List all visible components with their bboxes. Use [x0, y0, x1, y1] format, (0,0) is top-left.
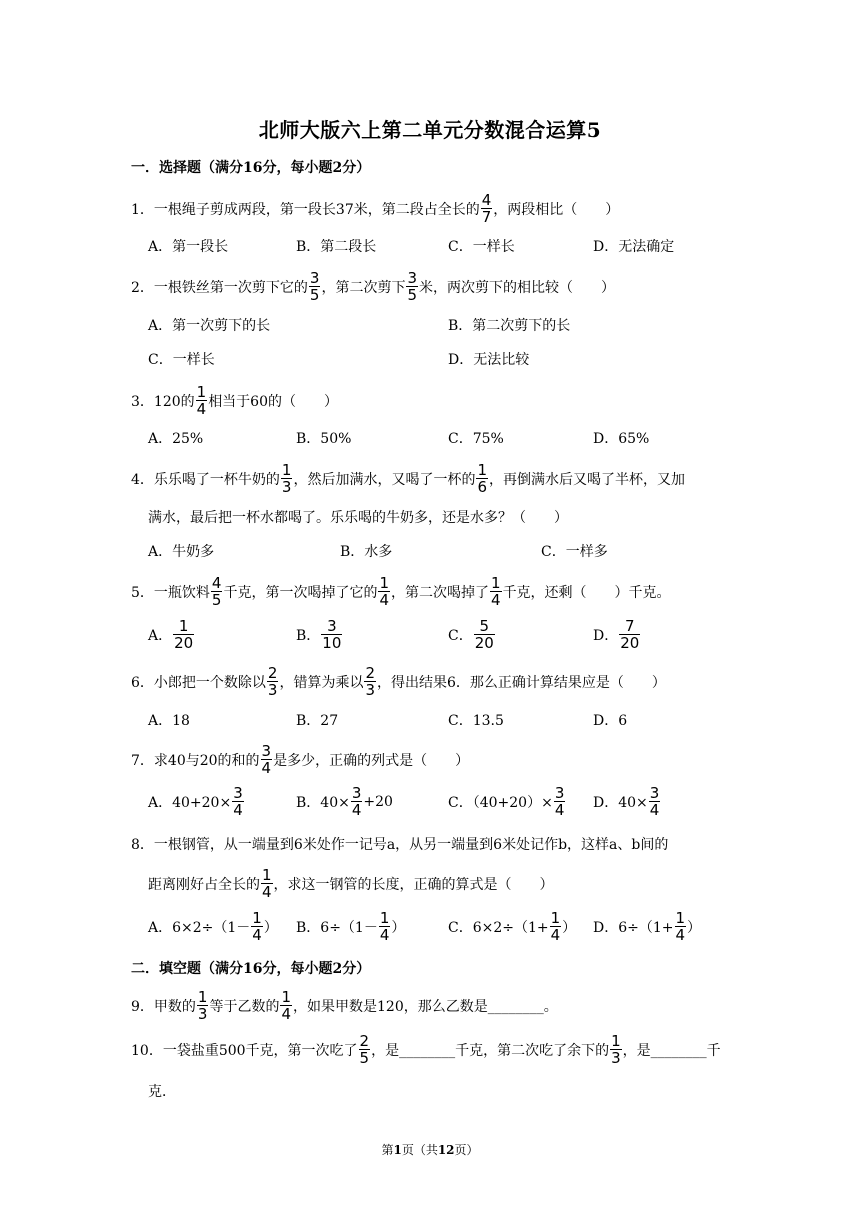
page-number: 1: [393, 1143, 402, 1157]
denominator: 4: [379, 591, 390, 609]
fraction: [309, 270, 321, 303]
denominator: 4: [491, 591, 501, 609]
numerator: 3: [309, 269, 320, 287]
option-a: A．第一段长: [148, 239, 229, 255]
option-b: B．第二段长: [296, 239, 377, 255]
denominator: 3: [197, 1005, 208, 1023]
question-10-continuation: 克．: [148, 1084, 176, 1100]
question-text: 距离刚好占全长的: [148, 876, 260, 893]
denominator: 3: [281, 478, 292, 496]
numerator: 3: [554, 784, 565, 802]
section-heading-fill: 二．填空题（满分16分，每小题2分）: [131, 961, 371, 977]
fraction: [364, 665, 376, 698]
fraction: [675, 910, 687, 943]
fraction: [267, 665, 279, 698]
option-text: ）: [263, 919, 278, 936]
numerator: 1: [477, 461, 488, 479]
numerator: 3: [649, 784, 660, 802]
footer-text: 页）: [454, 1143, 479, 1157]
numerator: 1: [379, 909, 390, 927]
numerator: 1: [252, 909, 262, 927]
question-text: 4．乐乐喝了一杯牛奶的: [131, 471, 280, 488]
question-8: 8．一根钢管，从一端量到6米处作一记号a，从另一端量到6米处记作b，这样a、b间的: [131, 837, 669, 853]
question-text: 7．求40与20的和的: [131, 752, 260, 769]
option-a: A．第一次剪下的长: [148, 318, 271, 334]
numerator: 1: [550, 909, 561, 927]
fraction: [481, 192, 493, 225]
question-text: ，是________千克，第二次吃了余下的: [371, 1042, 610, 1059]
fraction: [173, 618, 194, 651]
section-heading-choice: 一．选择题（满分16分，每小题2分）: [131, 160, 371, 176]
option-c: C．75%: [448, 431, 504, 447]
fraction: [554, 785, 566, 818]
option-a: A．牛奶多: [148, 544, 215, 560]
denominator: 3: [365, 681, 376, 699]
page-title: 北师大版六上第二单元分数混合运算5: [258, 118, 602, 142]
option-d: D．6: [593, 713, 628, 729]
numerator: 1: [196, 383, 207, 401]
question-3: [131, 384, 338, 417]
question-9: [131, 989, 558, 1022]
denominator: 4: [233, 801, 243, 819]
option-text: +20: [363, 793, 393, 810]
fraction: [281, 462, 293, 495]
numerator: 3: [327, 617, 337, 635]
question-1: [131, 192, 619, 225]
numerator: 1: [262, 866, 272, 884]
fraction: [251, 910, 263, 943]
footer-text: 第: [381, 1143, 394, 1157]
fraction: [378, 575, 390, 608]
question-text: 是多少，正确的列式是（ ）: [273, 752, 470, 769]
question-text: 10．一袋盐重500千克，第一次吃了: [131, 1042, 358, 1059]
fraction: [197, 989, 209, 1022]
option-text: ）: [562, 919, 577, 936]
question-text: 2．一根铁丝第一次剪下它的: [131, 279, 308, 296]
option-b: B．50%: [296, 431, 352, 447]
option-c: C．一样长: [448, 239, 515, 255]
question-text: 9．甲数的: [131, 998, 196, 1015]
option-label: C．: [448, 627, 473, 644]
numerator: 1: [178, 617, 189, 635]
numerator: 2: [365, 664, 376, 682]
fraction: [379, 910, 391, 943]
option-d: D．65%: [593, 431, 650, 447]
option-a: A．25%: [148, 431, 204, 447]
question-text: 相当于60的（ ）: [208, 393, 339, 410]
option-b: [296, 785, 393, 818]
numerator: 7: [625, 617, 635, 635]
option-d: [593, 618, 641, 651]
option-b: [296, 618, 343, 651]
denominator: 6: [477, 478, 488, 496]
numerator: 4: [481, 191, 492, 209]
fraction: [359, 1033, 371, 1066]
question-6: [131, 665, 666, 698]
fraction: [619, 618, 640, 651]
question-text: ，第二次喝掉了: [391, 584, 490, 601]
fraction: [232, 785, 244, 818]
fraction: [261, 743, 273, 776]
option-b: B．27: [296, 713, 339, 729]
denominator: 7: [481, 208, 492, 226]
question-4-continuation: 满水，最后把一杯水都喝了。乐乐喝的牛奶多，还是水多？（ ）: [148, 510, 568, 526]
footer-text: 页（共: [401, 1143, 438, 1157]
denominator: 5: [407, 286, 418, 304]
question-text: 等于乙数的: [209, 998, 280, 1015]
option-a: [148, 910, 278, 943]
denominator: 4: [281, 1005, 292, 1023]
fraction: [351, 785, 363, 818]
question-10: [131, 1033, 721, 1066]
denominator: 4: [550, 926, 561, 944]
numerator: 2: [359, 1032, 370, 1050]
page-footer: [0, 1141, 860, 1158]
numerator: 1: [675, 909, 686, 927]
denominator: 4: [252, 926, 262, 944]
option-c: C．一样多: [541, 544, 608, 560]
fraction: [490, 575, 502, 608]
fraction: [280, 989, 292, 1022]
option-d: [593, 785, 661, 818]
option-b: [296, 910, 405, 943]
question-8-continuation: [148, 867, 554, 900]
total-pages: 12: [437, 1143, 455, 1157]
option-text: C．（40+20）×: [448, 794, 553, 811]
question-text: ，得出结果6．那么正确计算结果应是（ ）: [377, 674, 666, 691]
denominator: 20: [620, 634, 640, 652]
option-b: B．水多: [340, 544, 393, 560]
question-5: [131, 575, 671, 608]
denominator: 4: [554, 801, 565, 819]
numerator: 1: [197, 988, 208, 1006]
option-text: B．6÷（1－: [296, 919, 378, 936]
fraction: [550, 910, 562, 943]
denominator: 5: [359, 1049, 370, 1067]
numerator: 1: [611, 1032, 621, 1050]
question-text: 6．小郎把一个数除以: [131, 674, 266, 691]
option-text: A．40+20×: [148, 794, 232, 811]
numerator: 3: [407, 269, 418, 287]
option-text: A．6×2÷（1－: [148, 919, 251, 936]
question-text: 1．一根绳子剪成两段，第一段长37米，第二段占全长的: [131, 201, 480, 218]
option-b: B．第二次剪下的长: [448, 318, 571, 334]
fraction: [196, 384, 208, 417]
option-c: C．13.5: [448, 713, 504, 729]
option-a: A．18: [148, 713, 190, 729]
option-text: C．6×2÷（1+: [448, 919, 549, 936]
denominator: 4: [261, 759, 272, 777]
option-a: [148, 785, 245, 818]
question-text: 千克，还剩（ ）千克。: [502, 584, 671, 601]
option-a: [148, 618, 195, 651]
question-text: ，两段相比（ ）: [493, 201, 620, 218]
question-text: 千克，第一次喝掉了它的: [223, 584, 378, 601]
denominator: 5: [211, 591, 222, 609]
denominator: 20: [174, 634, 194, 652]
denominator: 20: [474, 634, 494, 652]
option-text: D．40×: [593, 794, 648, 811]
denominator: 4: [262, 883, 272, 901]
question-2: [131, 270, 615, 303]
option-c: [448, 785, 566, 818]
question-4: [131, 462, 685, 495]
question-text: ，是________千: [622, 1042, 721, 1059]
denominator: 4: [196, 400, 207, 418]
fraction: [610, 1033, 622, 1066]
denominator: 5: [309, 286, 320, 304]
numerator: 3: [233, 784, 243, 802]
option-d: D．无法确定: [593, 239, 675, 255]
denominator: 3: [267, 681, 278, 699]
numerator: 3: [351, 784, 362, 802]
option-c: [448, 910, 576, 943]
option-d: D．无法比较: [448, 352, 530, 368]
numerator: 2: [267, 664, 278, 682]
question-text: ，如果甲数是120，那么乙数是________。: [293, 998, 558, 1015]
option-label: A．: [148, 627, 173, 644]
numerator: 1: [281, 461, 292, 479]
option-d: [593, 910, 701, 943]
option-c: C．一样长: [148, 352, 215, 368]
option-text: ）: [687, 919, 702, 936]
numerator: 1: [491, 574, 501, 592]
question-text: ，然后加满水，又喝了一杯的: [293, 471, 476, 488]
fraction: [406, 270, 418, 303]
fraction: [211, 575, 223, 608]
question-text: ，第二次剪下: [321, 279, 406, 296]
numerator: 1: [281, 988, 292, 1006]
question-text: ，再倒满水后又喝了半杯，又加: [489, 471, 686, 488]
denominator: 4: [351, 801, 362, 819]
numerator: 5: [479, 617, 490, 635]
fraction: [474, 618, 495, 651]
fraction: [476, 462, 488, 495]
numerator: 1: [379, 574, 390, 592]
fraction: [261, 867, 273, 900]
option-text: B．40×: [296, 794, 350, 811]
option-label: D．: [593, 627, 619, 644]
question-text: 5．一瓶饮料: [131, 584, 210, 601]
numerator: 3: [261, 742, 272, 760]
numerator: 4: [211, 574, 222, 592]
fraction: [321, 618, 342, 651]
denominator: 4: [649, 801, 660, 819]
denominator: 10: [322, 634, 342, 652]
option-label: B．: [296, 627, 321, 644]
denominator: 3: [611, 1049, 621, 1067]
denominator: 4: [379, 926, 390, 944]
question-text: 3．120的: [131, 393, 195, 410]
question-text: ，求这一钢管的长度，正确的算式是（ ）: [273, 876, 554, 893]
denominator: 4: [675, 926, 686, 944]
option-c: [448, 618, 496, 651]
question-text: 米，两次剪下的相比较（ ）: [419, 279, 616, 296]
question-text: ，错算为乘以: [279, 674, 364, 691]
option-text: D．6÷（1+: [593, 919, 674, 936]
question-7: [131, 743, 469, 776]
option-text: ）: [391, 919, 406, 936]
fraction: [649, 785, 661, 818]
